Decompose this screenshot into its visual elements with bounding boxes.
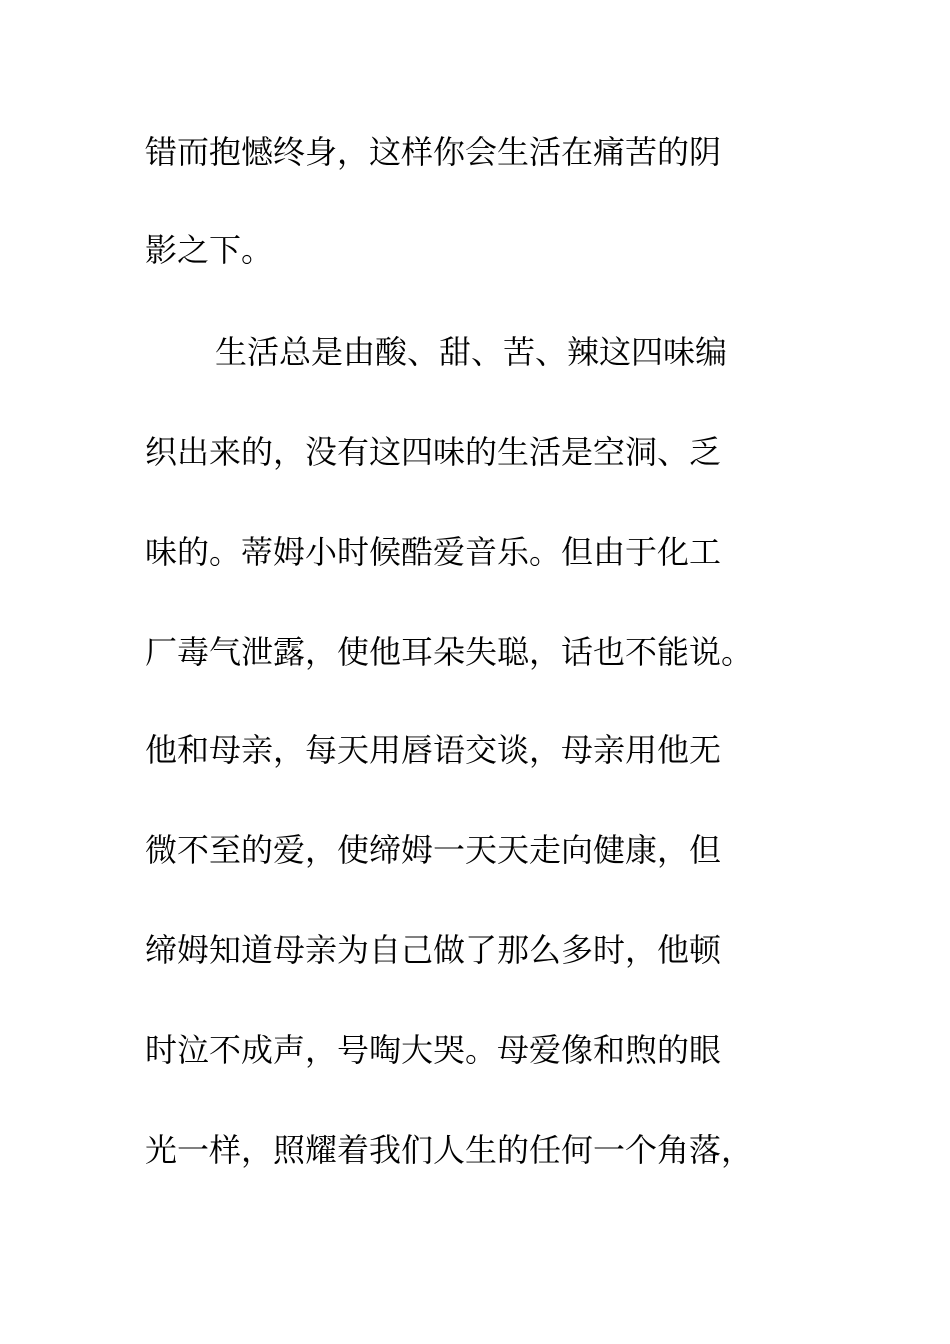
text-line-1: 错而抱憾终身，这样你会生活在痛苦的阴 — [145, 133, 722, 171]
text-line-5: 味的。蒂姆小时候酷爱音乐。但由于化工 — [145, 533, 722, 571]
text-line-6: 厂毒气泄露，使他耳朵失聪，话也不能说。 — [145, 633, 754, 671]
text-line-10: 时泣不成声，号啕大哭。母爱像和煦的眼 — [145, 1031, 722, 1069]
text-line-11: 光一样，照耀着我们人生的任何一个角落， — [145, 1131, 754, 1169]
text-line-2: 影之下。 — [145, 231, 274, 269]
text-line-8: 微不至的爱，使缔姆一天天走向健康，但 — [145, 831, 722, 869]
text-line-9: 缔姆知道母亲为自己做了那么多时，他顿 — [145, 931, 722, 969]
text-line-7: 他和母亲，每天用唇语交谈，母亲用他无 — [145, 731, 722, 769]
paragraph-start-line: 生活总是由酸、甜、苦、辣这四味编 — [215, 333, 728, 371]
text-line-4: 织出来的，没有这四味的生活是空洞、乏 — [145, 433, 722, 471]
